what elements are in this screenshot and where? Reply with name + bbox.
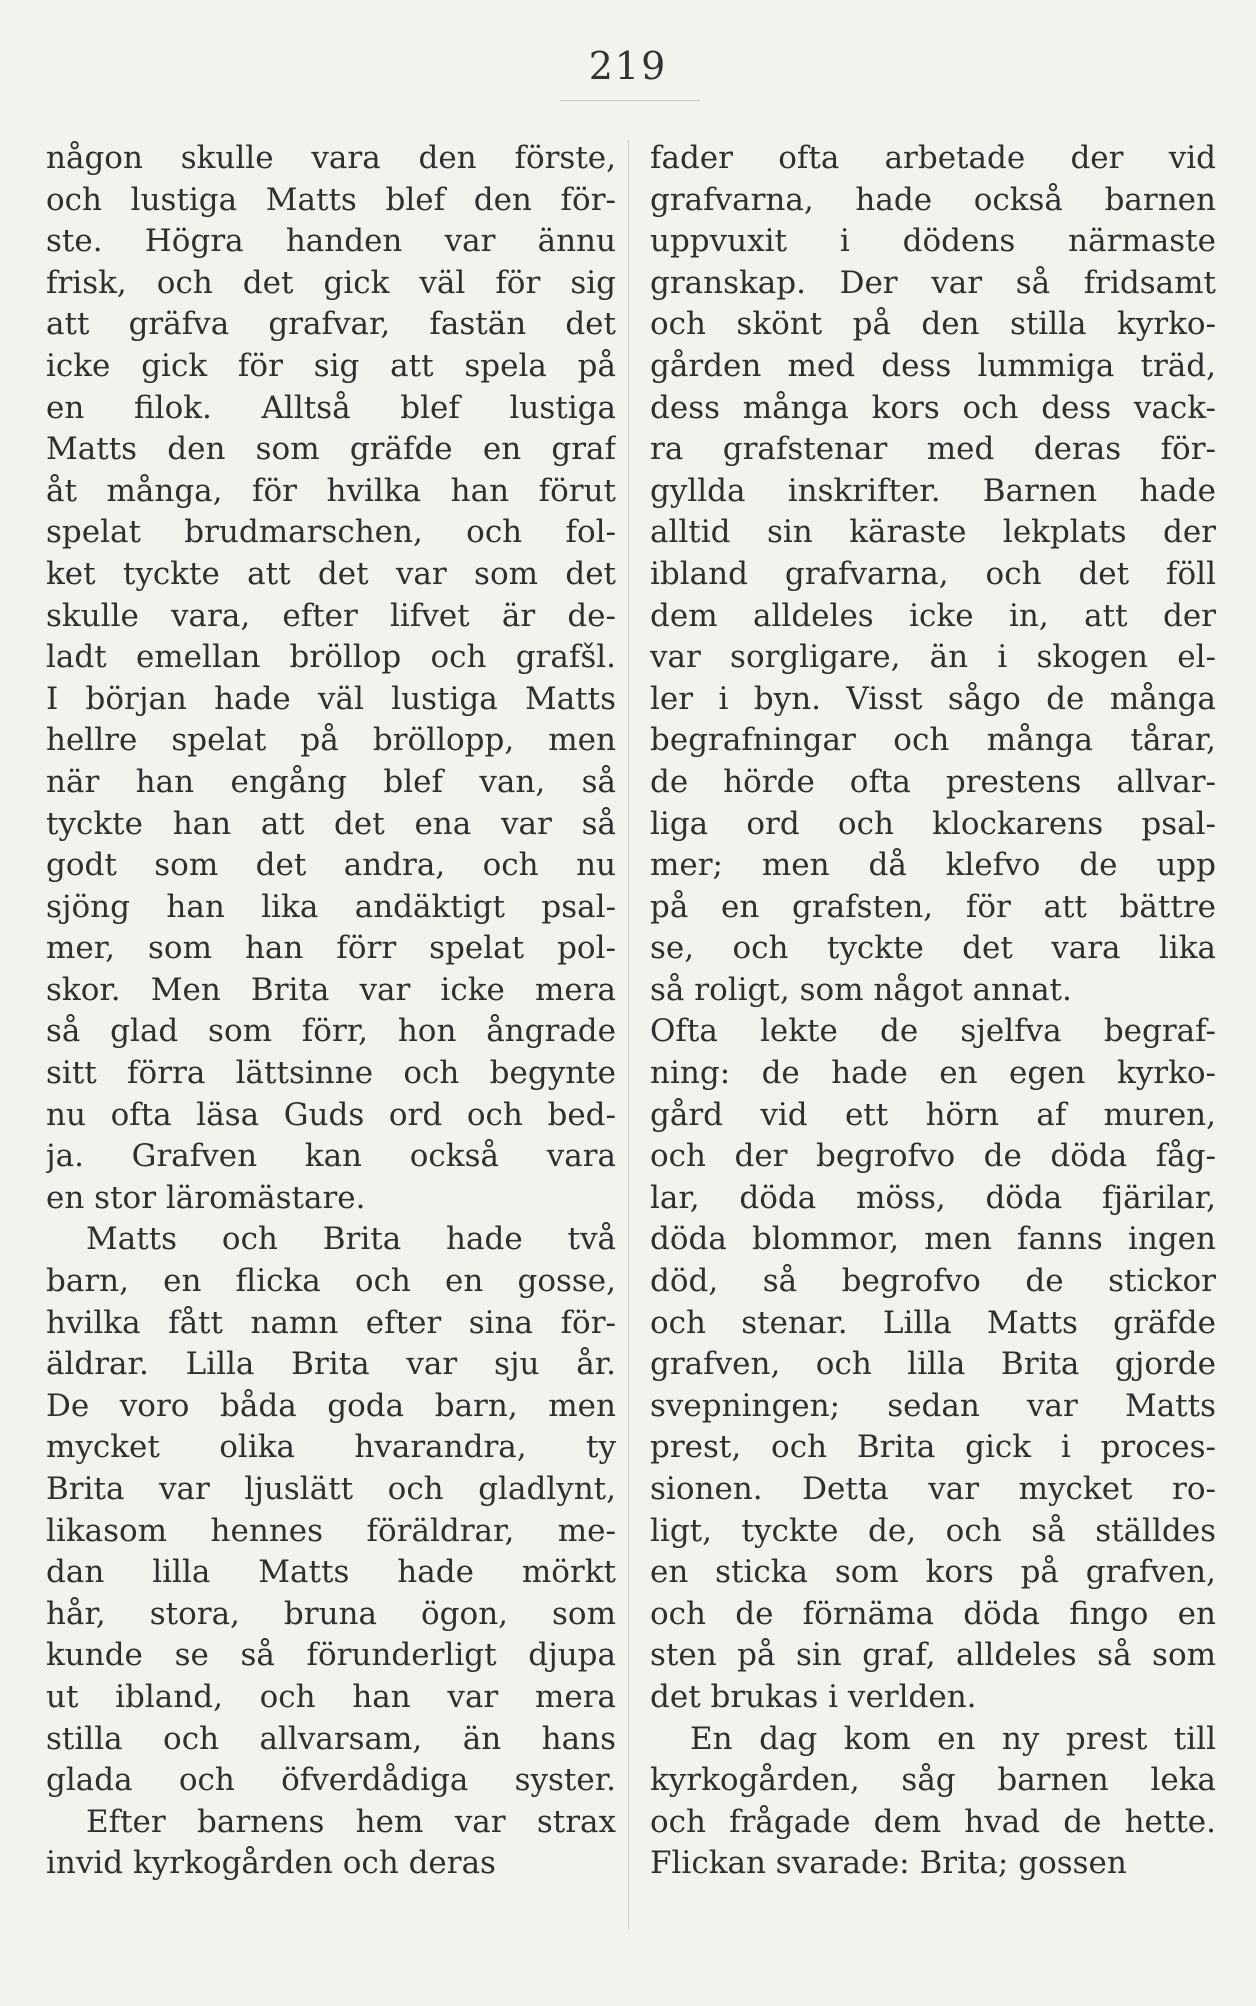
text-line: på en grafsten, för att bättre xyxy=(650,888,1216,925)
text-line: Matts och Brita hade två xyxy=(86,1221,616,1258)
text-line: någon skulle vara den förste, xyxy=(46,140,616,176)
text-line: de hörde ofta prestens allvar- xyxy=(650,763,1216,800)
text-line: svepningen; sedan var Matts xyxy=(650,1387,1216,1424)
text-line: hvilka fått namn efter sina för- xyxy=(46,1304,616,1341)
text-line: kunde se så förunderligt djupa xyxy=(46,1637,616,1674)
text-line: mer, som han förr spelat pol- xyxy=(46,930,616,967)
text-line: uppvuxit i dödens närmaste xyxy=(650,223,1216,260)
text-line: fader ofta arbetade der vid xyxy=(650,140,1216,176)
text-line: spelat brudmarschen, och fol- xyxy=(46,514,616,551)
text-line: godt som det andra, och nu xyxy=(46,847,616,884)
text-line: döda blommor, men fanns ingen xyxy=(650,1221,1216,1258)
text-line: stilla och allvarsam, än hans xyxy=(46,1720,616,1757)
text-line: och frågade dem hvad de hette. xyxy=(650,1803,1216,1840)
text-line: åt många, för hvilka han förut xyxy=(46,472,616,509)
text-line: lar, döda möss, döda fjärilar, xyxy=(650,1179,1216,1216)
text-line: Ofta lekte de sjelfva begraf- xyxy=(650,1013,1216,1050)
text-line: ja. Grafven kan också vara xyxy=(46,1138,616,1175)
text-line: grafvarna, hade också barnen xyxy=(650,181,1216,218)
text-line: granskap. Der var så fridsamt xyxy=(650,264,1216,301)
text-line: ste. Högra handen var ännu xyxy=(46,223,616,260)
text-line: ning: de hade en egen kyrko- xyxy=(650,1055,1216,1092)
text-line: det brukas i verlden. xyxy=(650,1678,977,1715)
left-text-column xyxy=(46,138,616,1885)
text-line: en stor läromästare. xyxy=(46,1179,366,1216)
text-line: I början hade väl lustiga Matts xyxy=(46,680,616,717)
text-line: gård vid ett hörn af muren, xyxy=(650,1096,1216,1133)
text-line: så glad som förr, hon ångrade xyxy=(46,1013,616,1050)
text-line: nu ofta läsa Guds ord och bed- xyxy=(46,1096,616,1133)
text-line: äldrar. Lilla Brita var sju år. xyxy=(46,1346,616,1383)
text-line: och stenar. Lilla Matts gräfde xyxy=(650,1304,1216,1341)
text-line: död, så begrofvo de stickor xyxy=(650,1263,1216,1300)
text-line: och de förnäma döda fingo en xyxy=(650,1595,1216,1632)
text-line: invid kyrkogården och deras xyxy=(46,1845,496,1882)
text-line: en sticka som kors på grafven, xyxy=(650,1554,1216,1591)
text-line: ligt, tyckte de, och så ställdes xyxy=(650,1512,1216,1549)
text-line: Flickan svarade: Brita; gossen xyxy=(650,1845,1127,1882)
text-line: frisk, och det gick väl för sig xyxy=(46,264,616,301)
text-line: Matts den som gräfde en graf xyxy=(46,431,616,468)
text-line: dem alldeles icke in, att der xyxy=(650,597,1216,634)
text-line: se, och tyckte det vara lika xyxy=(650,930,1216,967)
text-line: sitt förra lättsinne och begynte xyxy=(46,1055,616,1092)
text-line: ket tyckte att det var som det xyxy=(46,555,616,592)
text-line: och lustiga Matts blef den för- xyxy=(46,181,616,218)
text-line: dess många kors och dess vack- xyxy=(650,389,1216,426)
text-line: sionen. Detta var mycket ro- xyxy=(650,1471,1216,1507)
text-line: en filok. Alltså blef lustiga xyxy=(46,389,616,426)
header-rule xyxy=(560,100,700,101)
text-line: Efter barnens hem var strax xyxy=(86,1803,616,1840)
text-line: mer; men då klefvo de upp xyxy=(650,847,1216,884)
text-line: och der begrofvo de döda fåg- xyxy=(650,1138,1216,1175)
text-line: Brita var ljuslätt och gladlynt, xyxy=(46,1471,616,1507)
page-number: 219 xyxy=(588,44,668,88)
text-line: En dag kom en ny prest till xyxy=(690,1720,1216,1757)
text-line: skor. Men Brita var icke mera xyxy=(46,971,616,1008)
right-text-column xyxy=(650,138,1216,1885)
text-line: glada och öfverdådiga syster. xyxy=(46,1762,616,1799)
text-line: sten på sin graf, alldeles så som xyxy=(650,1637,1216,1674)
text-line: tyckte han att det ena var så xyxy=(46,805,616,842)
text-line: alltid sin käraste lekplats der xyxy=(650,514,1216,551)
text-line: mycket olika hvarandra, ty xyxy=(46,1429,616,1466)
text-line: De voro båda goda barn, men xyxy=(46,1387,616,1424)
text-line: dan lilla Matts hade mörkt xyxy=(46,1554,616,1591)
text-line: var sorgligare, än i skogen el- xyxy=(650,639,1216,676)
text-line: grafven, och lilla Brita gjorde xyxy=(650,1346,1216,1383)
text-line: skulle vara, efter lifvet är de- xyxy=(46,597,616,634)
text-line: prest, och Brita gick i proces- xyxy=(650,1429,1216,1466)
text-line: gyllda inskrifter. Barnen hade xyxy=(650,472,1216,509)
text-line: begrafningar och många tårar, xyxy=(650,722,1216,759)
text-line: ra grafstenar med deras för- xyxy=(650,431,1216,468)
column-divider xyxy=(628,140,629,1930)
text-line: ler i byn. Visst sågo de många xyxy=(650,680,1216,717)
text-line: så roligt, som något annat. xyxy=(650,971,1072,1008)
text-line: ut ibland, och han var mera xyxy=(46,1678,616,1715)
text-line: hår, stora, bruna ögon, som xyxy=(46,1595,616,1632)
text-line: och skönt på den stilla kyrko- xyxy=(650,306,1216,343)
text-line: att gräfva grafvar, fastän det xyxy=(46,306,616,343)
text-line: ladt emellan bröllop och grafšl. xyxy=(46,639,616,676)
text-line: hellre spelat på bröllopp, men xyxy=(46,722,616,759)
text-line: icke gick för sig att spela på xyxy=(46,347,616,384)
text-line: sjöng han lika andäktigt psal- xyxy=(46,888,616,925)
text-line: när han engång blef van, så xyxy=(46,763,616,800)
text-line: gården med dess lummiga träd, xyxy=(650,347,1216,384)
text-line: barn, en flicka och en gosse, xyxy=(46,1263,616,1300)
text-line: liga ord och klockarens psal- xyxy=(650,805,1216,842)
text-line: kyrkogården, såg barnen leka xyxy=(650,1762,1216,1799)
text-line: likasom hennes föräldrar, me- xyxy=(46,1512,616,1549)
text-line: ibland grafvarna, och det föll xyxy=(650,555,1216,592)
